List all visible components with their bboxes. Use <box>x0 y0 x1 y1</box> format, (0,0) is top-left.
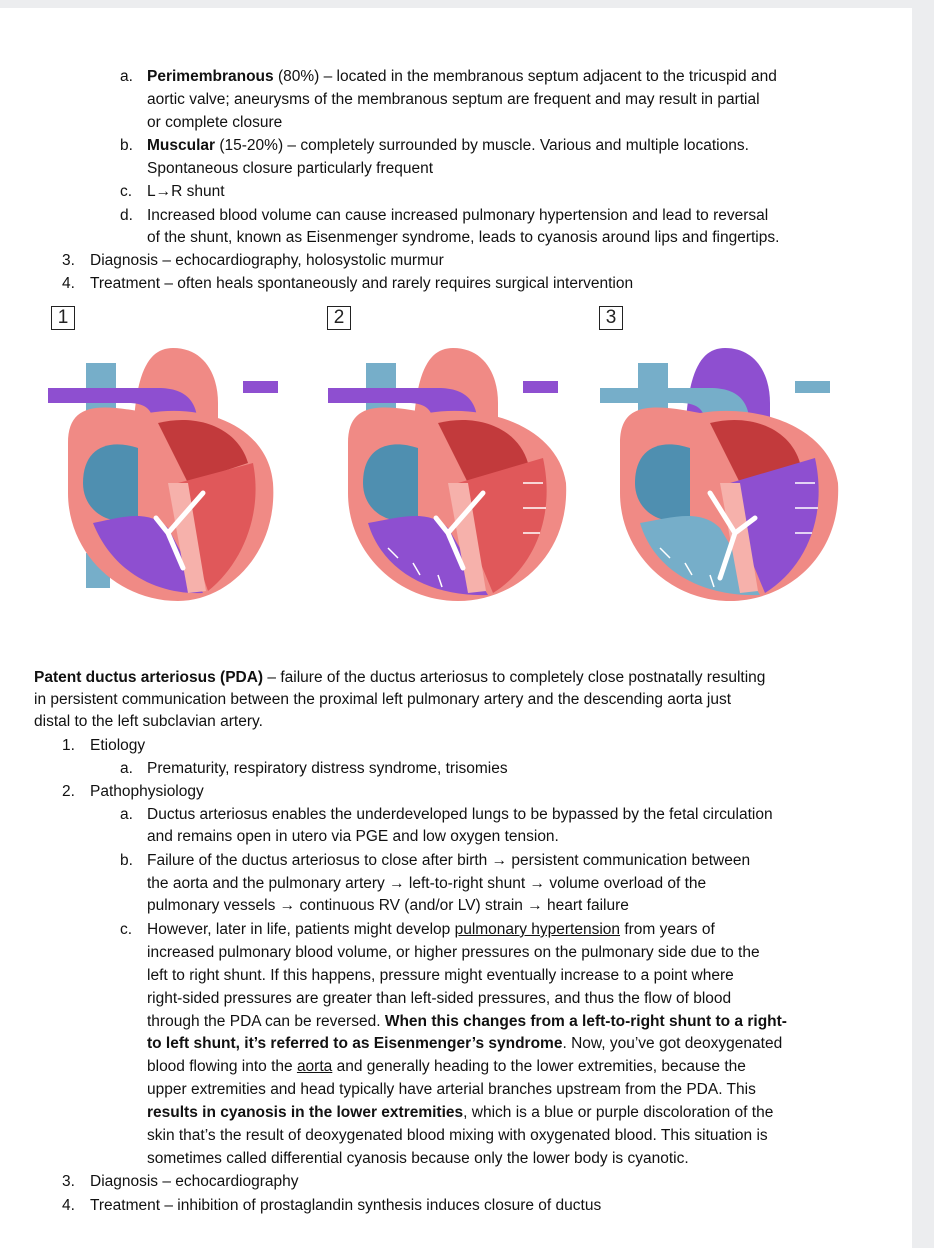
list-marker: c. <box>120 921 133 938</box>
pda-2b-line1: Failure of the ductus arteriosus to close after birth → persistent communication between <box>147 852 751 869</box>
pda-2c-line4: right-sided pressures are greater than left-sided pressures, and thus the flow of blood <box>147 990 732 1007</box>
pda-diagnosis-line: Diagnosis – echocardiography <box>90 1173 299 1190</box>
vsd-shunt-line: L→R shunt <box>147 183 225 200</box>
list-marker: d. <box>120 207 133 224</box>
list-marker: 3. <box>62 252 75 269</box>
list-marker: a. <box>120 806 133 823</box>
pda-2c-line2: increased pulmonary blood volume, or higher pressures on the pulmonary side due to the <box>147 944 760 961</box>
pda-2c-line10: skin that’s the result of deoxygenated blood mixing with oxygenated blood. This situation is <box>147 1127 768 1144</box>
vsd-treatment-line: Treatment – often heals spontaneously and rarely requires surgical intervention <box>90 275 634 292</box>
figure-label-3: 3 <box>599 306 623 330</box>
figure-label-2: 2 <box>327 306 351 330</box>
pda-etiology-item: Prematurity, respiratory distress syndrome, trisomies <box>147 760 508 777</box>
pulmonary-veins <box>243 381 278 393</box>
pda-2c-line1: However, later in life, patients might develop pulmonary hypertension from years of <box>147 921 715 938</box>
list-marker: a. <box>120 760 133 777</box>
pda-2c-line5: through the PDA can be reversed. When this changes from a left-to-right shunt to a right- <box>147 1013 787 1030</box>
list-marker: b. <box>120 852 133 869</box>
pda-2c-line9: results in cyanosis in the lower extremities, which is a blue or purple discoloration of the <box>147 1104 774 1121</box>
list-marker: a. <box>120 68 133 85</box>
vsd-perimembranous-line3: or complete closure <box>147 114 283 131</box>
pda-intro-line3: distal to the left subclavian artery. <box>34 713 263 730</box>
list-marker: 1. <box>62 737 75 754</box>
pda-2c-line6: to left shunt, it’s referred to as Eisenmenger’s syndrome. Now, you’ve got deoxygenated <box>147 1035 783 1052</box>
pda-intro-line2: in persistent communication between the proximal left pulmonary artery and the descending aorta just <box>34 691 732 708</box>
pda-2c-line11: sometimes called differential cyanosis because only the lower body is cyanotic. <box>147 1150 689 1167</box>
pda-2b-line3: pulmonary vessels → continuous RV (and/or LV) strain → heart failure <box>147 897 629 914</box>
pda-2a-line1: Ductus arteriosus enables the underdeveloped lungs to be bypassed by the fetal circulation <box>147 806 773 823</box>
pulmonary-veins <box>795 381 830 393</box>
vsd-perimembranous-line1: Perimembranous (80%) – located in the membranous septum adjacent to the tricuspid and <box>147 68 777 85</box>
pda-2b-line2: the aorta and the pulmonary artery → left-to-right shunt → volume overload of the <box>147 875 707 892</box>
pulmonary-veins <box>523 381 558 393</box>
list-marker: b. <box>120 137 133 154</box>
vsd-muscular-line1: Muscular (15-20%) – completely surrounded by muscle. Various and multiple locations. <box>147 137 749 154</box>
vsd-eisenmenger-line1: Increased blood volume can cause increased pulmonary hypertension and lead to reversal <box>147 207 769 224</box>
list-marker: 4. <box>62 275 75 292</box>
heart-diagram-2 <box>318 333 568 603</box>
list-marker: 4. <box>62 1197 75 1214</box>
heart-diagram-1 <box>38 333 288 603</box>
vsd-eisenmenger-line2: of the shunt, known as Eisenmenger syndrome, leads to cyanosis around lips and fingertips. <box>147 229 780 246</box>
pda-intro-line1: Patent ductus arteriosus (PDA) – failure of the ductus arteriosus to completely close postnatally resulting <box>34 669 766 686</box>
vsd-muscular-line2: Spontaneous closure particularly frequent <box>147 160 434 177</box>
pda-2c-line3: left to right shunt. If this happens, pressure might eventually increase to a point where <box>147 967 734 984</box>
heart-diagram-3 <box>590 333 840 603</box>
list-marker: 2. <box>62 783 75 800</box>
pda-2c-line8: upper extremities and head typically have arterial branches upstream from the PDA. This <box>147 1081 756 1098</box>
pda-etiology-heading: Etiology <box>90 737 146 754</box>
pda-2a-line2: and remains open in utero via PGE and low oxygen tension. <box>147 828 559 845</box>
document-page <box>0 8 912 1248</box>
vsd-diagnosis-line: Diagnosis – echocardiography, holosystolic murmur <box>90 252 444 269</box>
list-marker: c. <box>120 183 133 200</box>
pda-pathophysiology-heading: Pathophysiology <box>90 783 204 800</box>
figure-label-1: 1 <box>51 306 75 330</box>
list-marker: 3. <box>62 1173 75 1190</box>
pda-treatment-line: Treatment – inhibition of prostaglandin synthesis induces closure of ductus <box>90 1197 602 1214</box>
vsd-perimembranous-line2: aortic valve; aneurysms of the membranous septum are frequent and may result in partial <box>147 91 760 108</box>
pda-2c-line7: blood flowing into the aorta and generally heading to the lower extremities, because the <box>147 1058 746 1075</box>
